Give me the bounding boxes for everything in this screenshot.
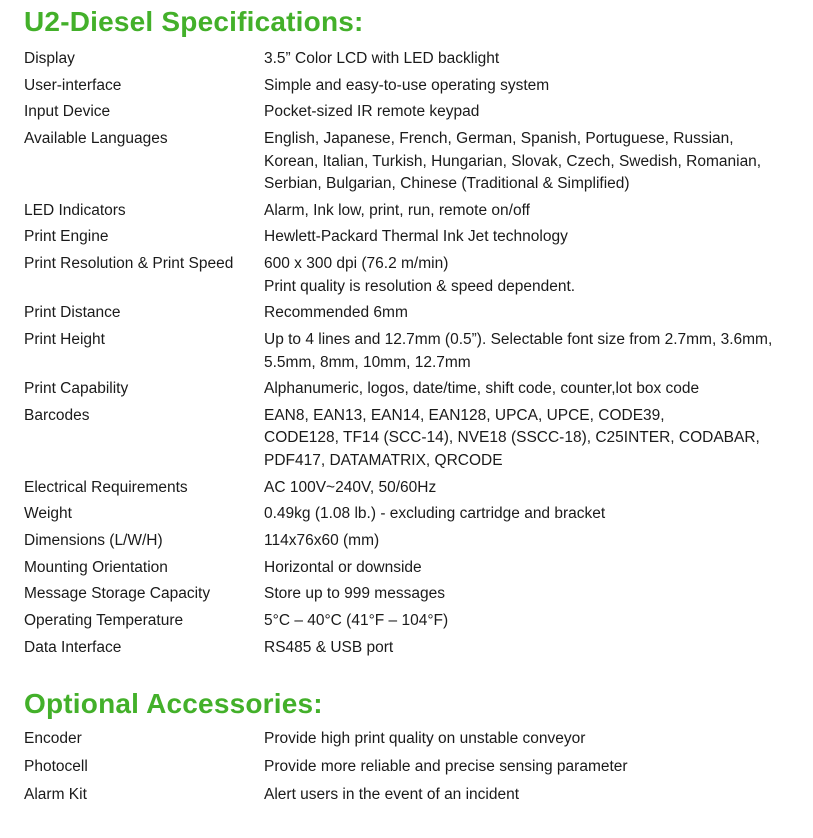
spec-label: Display <box>24 50 75 67</box>
spec-value: 0.49kg (1.08 lb.) - excluding cartridge and bracket <box>264 505 606 523</box>
spec-value-line: Print quality is resolution & speed dependent. <box>264 277 576 295</box>
spec-row <box>24 557 804 580</box>
accessory-value: Provide more reliable and precise sensing parameter <box>264 758 628 775</box>
spec-row <box>24 329 804 374</box>
spec-row <box>24 253 804 298</box>
spec-row <box>24 48 804 71</box>
spec-value-line: Up to 4 lines and 12.7mm (0.5”). Selectable font size from 2.7mm, 3.6mm, <box>264 331 773 348</box>
spec-label: Print Distance <box>24 304 121 322</box>
spec-value: Alarm, Ink low, print, run, remote on/off <box>264 201 530 219</box>
spec-value: 5°C – 40°C (41°F – 104°F) <box>264 612 449 629</box>
spec-label: LED Indicators <box>24 201 126 219</box>
spec-row <box>24 583 804 606</box>
spec-label: Input Device <box>24 103 111 121</box>
spec-label: Data Interface <box>24 638 122 656</box>
accessory-row <box>24 756 804 779</box>
spec-value: Horizontal or downside <box>264 558 422 576</box>
spec-value: 3.5” Color LCD with LED backlight <box>264 50 500 67</box>
spec-value <box>264 253 804 298</box>
specifications-table <box>24 48 804 663</box>
spec-row <box>24 610 804 633</box>
spec-label: Print Resolution & Print Speed <box>24 255 234 273</box>
spec-value <box>264 405 804 473</box>
spec-row <box>24 378 804 401</box>
spec-value-line: CODE128, TF14 (SCC-14), NVE18 (SSCC-18), C25INTER, CODABAR, <box>264 429 760 447</box>
spec-value: Pocket-sized IR remote keypad <box>264 103 480 121</box>
spec-label: Barcodes <box>24 406 90 424</box>
spec-label: Print Capability <box>24 380 129 398</box>
spec-value: AC 100V~240V, 50/60Hz <box>264 478 437 496</box>
accessories-title: Optional Accessories: <box>24 688 323 719</box>
spec-label: Electrical Requirements <box>24 478 188 496</box>
spec-label: Mounting Orientation <box>24 558 168 576</box>
spec-row <box>24 405 804 473</box>
spec-row <box>24 637 804 660</box>
spec-row <box>24 128 804 196</box>
spec-value-line: Korean, Italian, Turkish, Hungarian, Slovak, Czech, Swedish, Romanian, <box>264 152 762 170</box>
spec-label: Dimensions (L/W/H) <box>24 531 163 549</box>
spec-row <box>24 503 804 526</box>
accessory-label: Encoder <box>24 730 82 747</box>
spec-value: Simple and easy-to-use operating system <box>264 76 550 94</box>
spec-value-line: 5.5mm, 8mm, 10mm, 12.7mm <box>264 353 471 371</box>
spec-label: Print Engine <box>24 228 109 246</box>
accessories-table <box>24 728 804 812</box>
spec-label: Available Languages <box>24 130 168 148</box>
spec-row <box>24 226 804 249</box>
spec-label: Message Storage Capacity <box>24 585 211 603</box>
spec-label: Print Height <box>24 331 105 348</box>
accessory-value: Provide high print quality on unstable conveyor <box>264 730 586 747</box>
accessory-row <box>24 784 804 807</box>
spec-value: Alphanumeric, logos, date/time, shift code, counter,lot box code <box>264 380 700 398</box>
spec-value-line: 600 x 300 dpi (76.2 m/min) <box>264 255 449 273</box>
spec-row <box>24 477 804 500</box>
spec-label: User-interface <box>24 76 122 94</box>
spec-value: 114x76x60 (mm) <box>264 531 380 549</box>
spec-label: Operating Temperature <box>24 612 184 629</box>
accessory-value: Alert users in the event of an incident <box>264 786 520 803</box>
spec-value: Recommended 6mm <box>264 304 408 322</box>
spec-value <box>264 329 804 374</box>
spec-row <box>24 302 804 325</box>
spec-row <box>24 101 804 124</box>
spec-value <box>264 128 804 196</box>
specifications-title: U2-Diesel Specifications: <box>24 6 364 37</box>
spec-value: Store up to 999 messages <box>264 585 445 603</box>
spec-value-line: English, Japanese, French, German, Spanish, Portuguese, Russian, <box>264 130 734 148</box>
spec-value: RS485 & USB port <box>264 638 394 656</box>
accessory-label: Alarm Kit <box>24 786 87 803</box>
spec-label: Weight <box>24 505 72 523</box>
accessory-row <box>24 728 804 751</box>
accessory-label: Photocell <box>24 758 88 775</box>
spec-value-line: PDF417, DATAMATRIX, QRCODE <box>264 451 503 469</box>
spec-row <box>24 75 804 98</box>
spec-row <box>24 200 804 223</box>
spec-value-line: Serbian, Bulgarian, Chinese (Traditional & Simplified) <box>264 175 630 193</box>
spec-row <box>24 530 804 553</box>
spec-value-line: EAN8, EAN13, EAN14, EAN128, UPCA, UPCE, CODE39, <box>264 406 665 424</box>
spec-value: Hewlett-Packard Thermal Ink Jet technology <box>264 228 568 246</box>
